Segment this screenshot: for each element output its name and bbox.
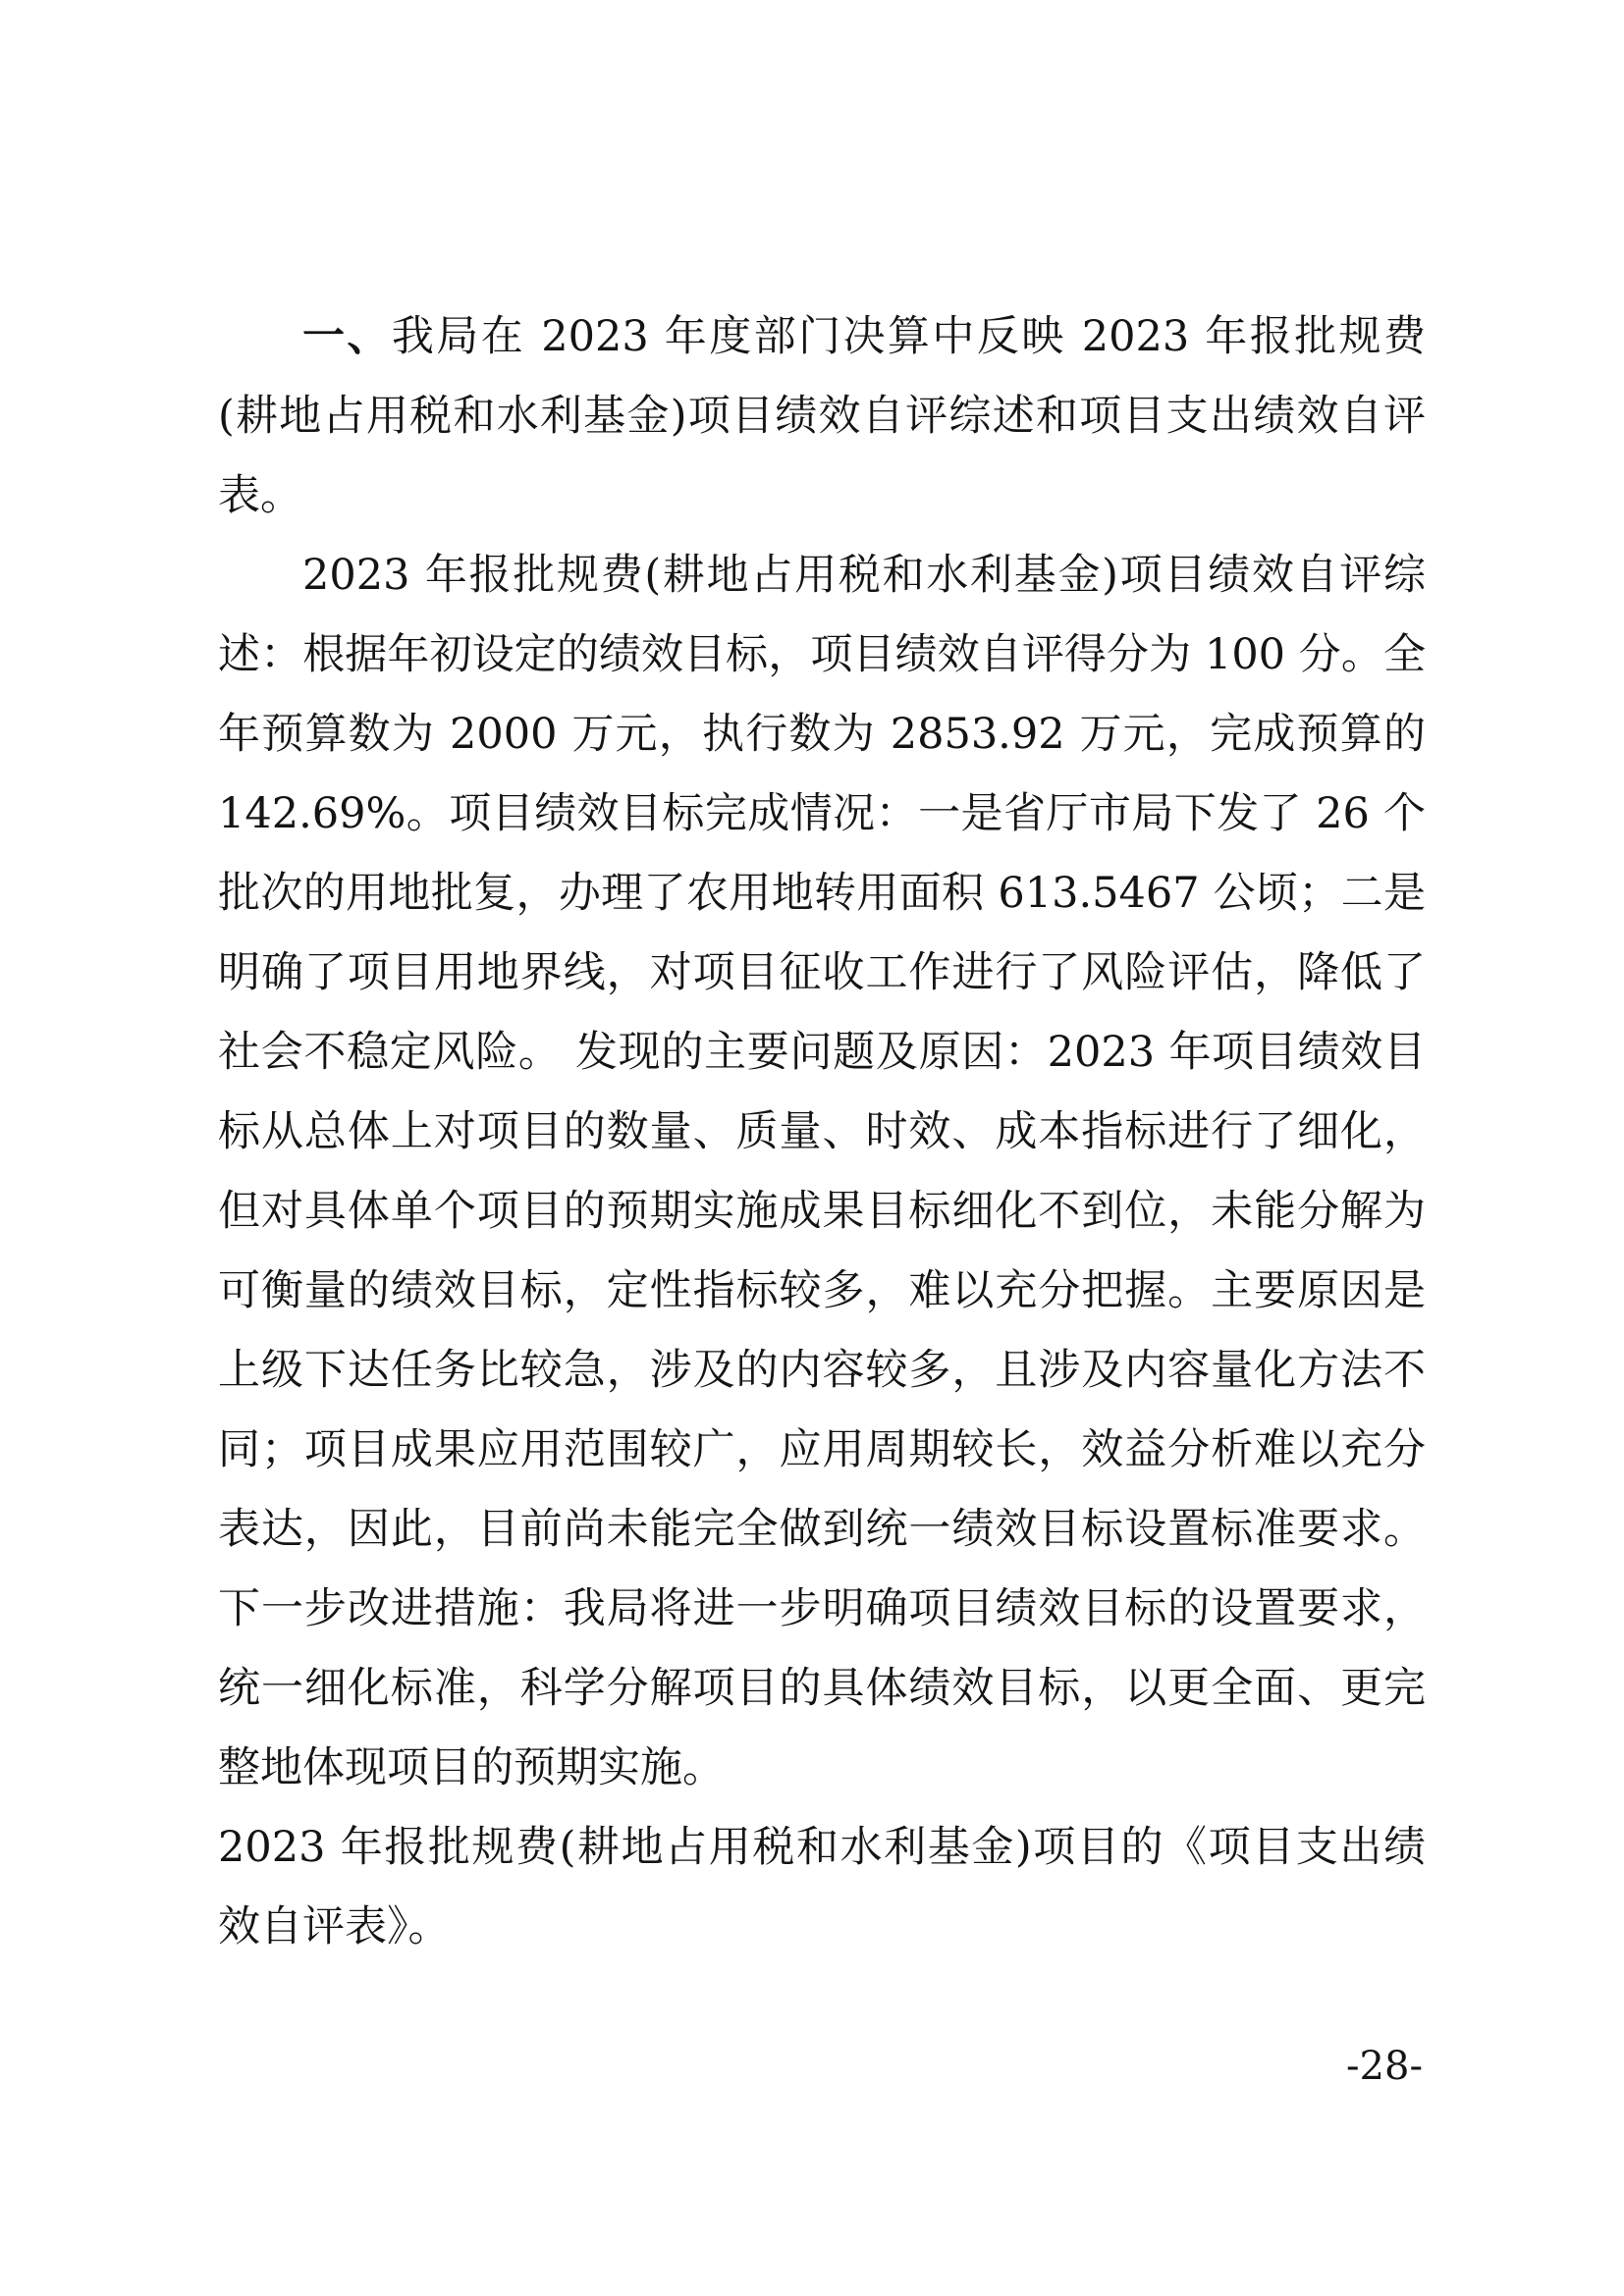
closing-paragraph: 2023 年报批规费(耕地占用税和水利基金)项目的《项目支出绩效自评表》。 bbox=[218, 1823, 1426, 1951]
summary-paragraph: 2023 年报批规费(耕地占用税和水利基金)项目绩效自评综述：根据年初设定的绩效目标，项目绩效自评得分为 100 分。全年预算数为 2000 万元，执行数为 2853.92 万元，完成预算的 142.69%。项目绩效目标完成情况：一是省厅市局下发了 26 个批次的用地批复，办理了农用地转用面积 613.5467 公顷；二是明确了项目用地界线，对项目征收工作进行了风险评估，降低了社会不稳定风险。 发现的主要问题及原因：2023 年项目绩效目标从总体上对项目的数量、质量、时效、成本指标进行了细化，但对具体单个项目的预期实施成果目标细化不到位，未能分解为可衡量的绩效目标，定性指标较多，难以充分把握。主要原因是上级下达任务比较急，涉及的内容较多，且涉及内容量化方法不同；项目成果应用范围较广，应用周期较长，效益分析难以充分表达，因此，目前尚未能完全做到统一绩效目标设置标准要求。下一步改进措施：我局将进一步明确项目绩效目标的设置要求，统一细化标准，科学分解项目的具体绩效目标，以更全面、更完整地体现项目的预期实施。 bbox=[218, 551, 1426, 1792]
heading-paragraph-text: 我局在 2023 年度部门决算中反映 2023 年报批规费(耕地占用税和水利基金)项目绩效自评综述和项目支出绩效自评表。 bbox=[218, 312, 1426, 520]
section-number: 一、 bbox=[302, 312, 392, 361]
document-body bbox=[218, 297, 1426, 1967]
heading-paragraph bbox=[218, 297, 1426, 536]
page-number: -28- bbox=[1346, 2044, 1423, 2089]
